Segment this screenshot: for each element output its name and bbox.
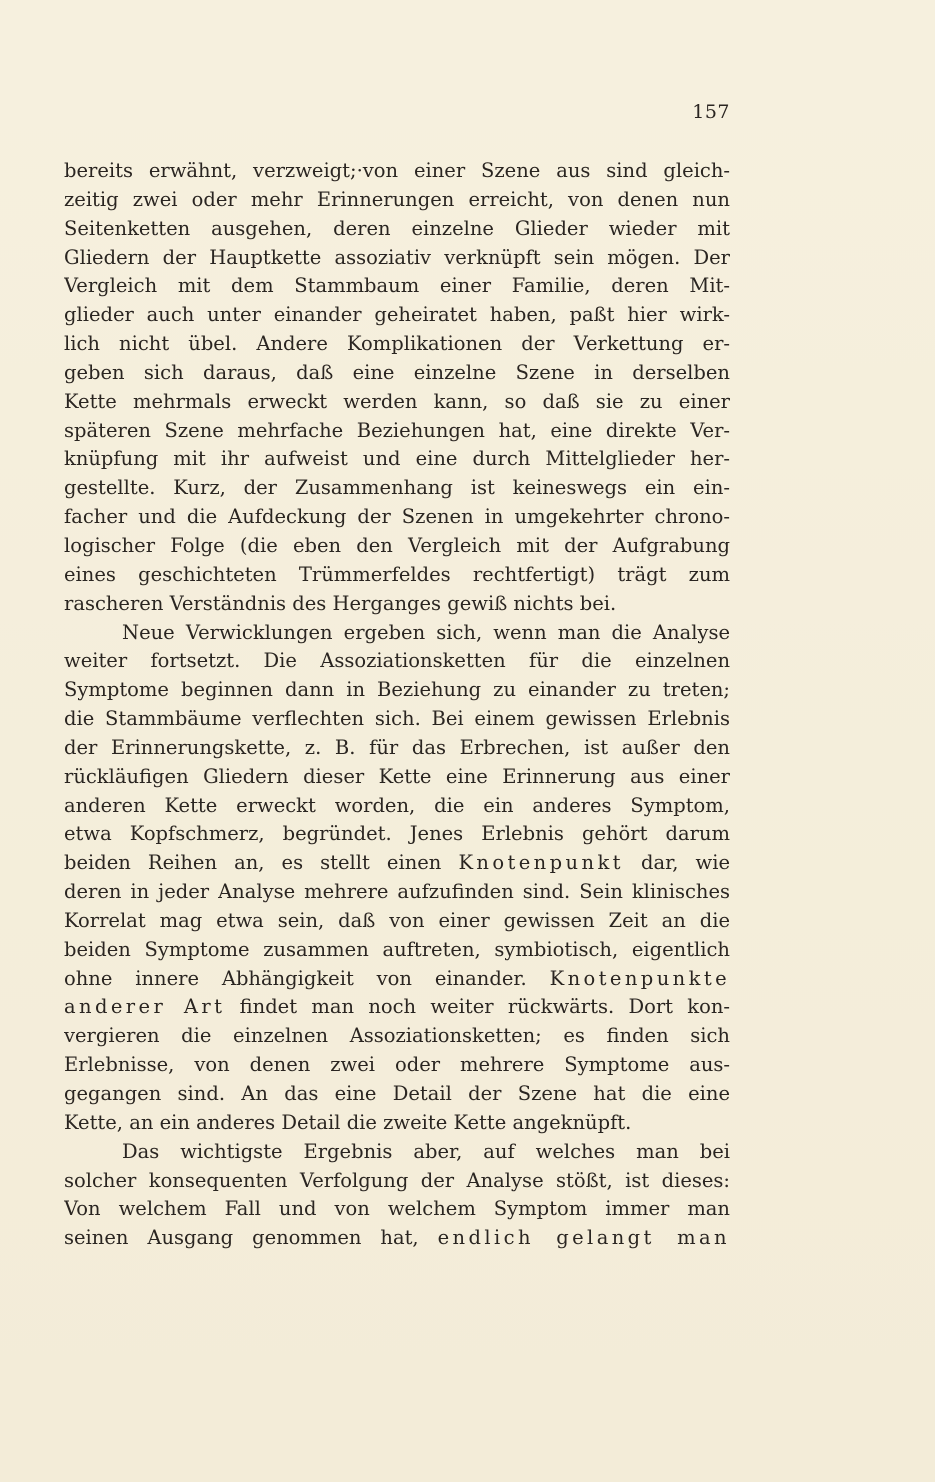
text-line: Das wichtigste Ergebnis aber, auf welches man bei [122, 1139, 730, 1163]
text-line: solcher konsequenten Verfolgung der Analyse stößt, ist dieses: [64, 1168, 730, 1192]
text-line: Erlebnisse, von denen zwei oder mehrere Symptome aus- [64, 1053, 730, 1077]
text-line: der Erinnerungskette, z. B. für das Erbrechen, ist außer den [64, 735, 730, 759]
emphasis-spaced: endlich gelangt man [437, 1226, 730, 1250]
text-line: bereits erwähnt, verzweigt;·von einer Szene aus sind gleich- [64, 159, 730, 182]
text-line: gegangen sind. An das eine Detail der Szene hat die eine [64, 1082, 730, 1105]
page-number: 157 [692, 101, 730, 123]
emphasis-spaced: Knotenpunkte [549, 966, 730, 990]
text-line: eines geschichteten Trümmerfeldes rechtfertigt) trägt zum [64, 562, 730, 586]
text-line: Seitenketten ausgehen, deren einzelne Glieder wieder mit [64, 216, 730, 240]
text-segment: ohne innere Abhängigkeit von einander. [64, 966, 527, 990]
text-segment: beiden Reihen an, es stellt einen [64, 851, 442, 875]
text-line: Kette mehrmals erweckt werden kann, so daß sie zu einer [64, 389, 730, 413]
text-line [64, 965, 730, 994]
text-segment: dar, wie [640, 851, 730, 875]
text-line: lich nicht übel. Andere Komplikationen der Verkettung er- [64, 332, 730, 356]
text-line: facher und die Aufdeckung der Szenen in umgekehrter chrono- [64, 505, 730, 529]
text-line: weiter fortsetzt. Die Assoziationsketten für die einzelnen [64, 649, 730, 673]
text-line [64, 993, 730, 1022]
text-line: etwa Kopfschmerz, begründet. Jenes Erlebnis gehört darum [64, 822, 730, 846]
text-line: Gliedern der Hauptkette assoziativ verknüpft sein mögen. Der [64, 245, 730, 269]
emphasis-spaced: Knotenpunkt [458, 851, 624, 875]
text-line: Korrelat mag etwa sein, daß von einer gewissen Zeit an die [64, 908, 730, 932]
text-line: anderen Kette erweckt worden, die ein anderes Symptom, [64, 793, 730, 817]
text-line: Vergleich mit dem Stammbaum einer Familie, deren Mit- [64, 274, 730, 298]
text-line [64, 1224, 730, 1253]
text-line: zeitig zwei oder mehr Erinnerungen erreicht, von denen nun [64, 187, 730, 211]
text-line: vergieren die einzelnen Assoziationsketten; es finden sich [64, 1024, 730, 1048]
text-line: Symptome beginnen dann in Beziehung zu einander zu treten; [64, 678, 730, 702]
body-text [64, 157, 730, 1253]
text-line: Kette, an ein anderes Detail die zweite Kette angeknüpft. [64, 1110, 632, 1134]
text-line [64, 849, 730, 878]
text-line: knüpfung mit ihr aufweist und eine durch Mittelglieder her- [64, 447, 730, 471]
text-line: deren in jeder Analyse mehrere aufzufinden sind. Sein klinisches [64, 880, 730, 904]
emphasis-spaced: anderer Art [64, 995, 226, 1019]
text-line: gestellte. Kurz, der Zusammenhang ist keineswegs ein ein- [64, 476, 730, 500]
text-line: beiden Symptome zusammen auftreten, symbiotisch, eigentlich [64, 937, 730, 961]
text-segment: findet man noch weiter rückwärts. Dort kon- [239, 995, 730, 1019]
text-line: späteren Szene mehrfache Beziehungen hat, eine direkte Ver- [64, 418, 730, 442]
text-line: glieder auch unter einander geheiratet haben, paßt hier wirk- [64, 303, 730, 327]
text-line: logischer Folge (die eben den Vergleich mit der Aufgrabung [64, 533, 730, 557]
text-line: rückläufigen Gliedern dieser Kette eine Erinnerung aus einer [64, 764, 730, 788]
text-line: Neue Verwicklungen ergeben sich, wenn man die Analyse [122, 620, 730, 644]
text-line: geben sich daraus, daß eine einzelne Szene in derselben [64, 360, 730, 384]
text-line: die Stammbäume verflechten sich. Bei einem gewissen Erlebnis [64, 707, 730, 731]
text-segment: seinen Ausgang genommen hat, [64, 1226, 419, 1250]
text-line: rascheren Verständnis des Herganges gewiß nichts bei. [64, 591, 617, 615]
text-line: Von welchem Fall und von welchem Symptom immer man [64, 1197, 730, 1221]
